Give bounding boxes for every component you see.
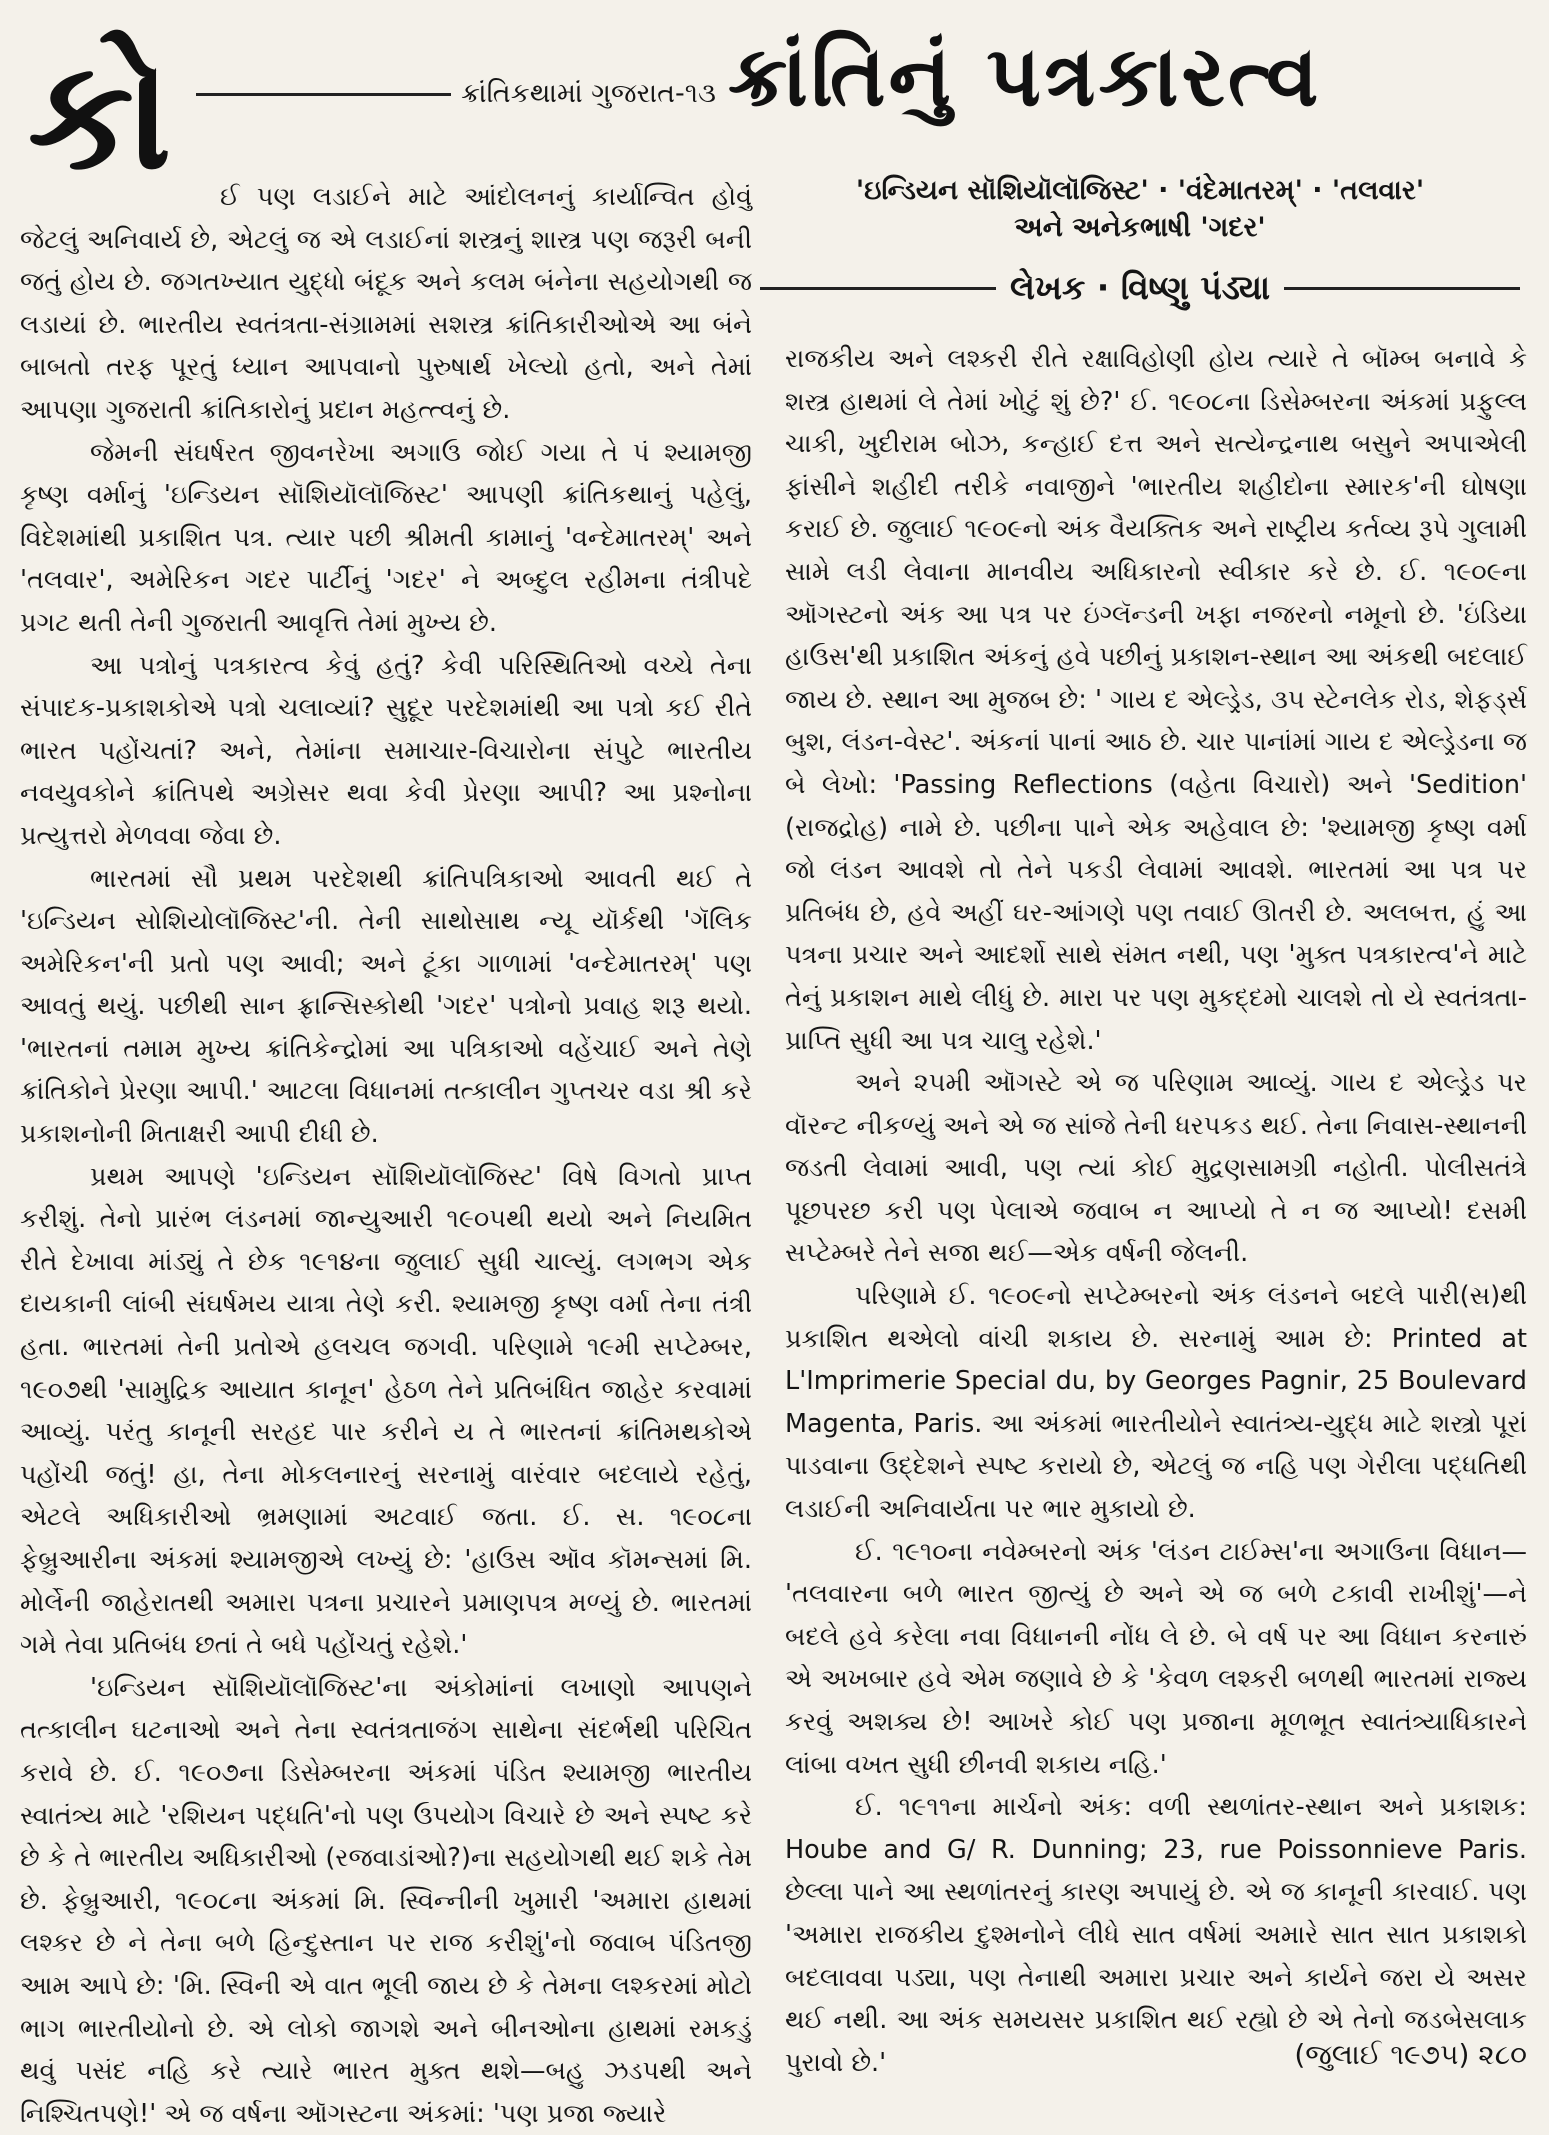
paragraph: પ્રથમ આપણે 'ઇન્ડિયન સૉશિયૉલૉજિસ્ટ' વિષે વિગતો પ્રાપ્ત કરીશું. તેનો પ્રારંભ લંડનમાં જાન્યુઆરી ૧૯૦૫થી થયો અને નિયમિત રીતે દેખાવા માંડ્યું તે છેક ૧૯૧૪ના જુલાઈ સુધી ચાલ્યું. લગભગ એક દાયકાની લાંબી સંઘર્ષમય યાત્રા તેણે કરી. શ્યામજી કૃષ્ણ વર્મા તેના તંત્રી હતા. ભારતમાં તેની પ્રતોએ હલચલ જગવી. પરિણામે ૧૯મી સપ્ટેમ્બર, ૧૯૦૭થી 'સામુદ્રિક આયાત કાનૂન' હેઠળ તેને પ્રતિબંધિત જાહેર કરવામાં આવ્યું. પરંતુ કાનૂની સરહદ પાર કરીને ય તે ભારતનાં ક્રાંતિમથકોએ પહોંચી જતું! હા, તેના મોકલનારનું સરનામું વારંવાર બદલાયે રહેતું, એટલે અધિકારીઓ ભ્રમણામાં અટવાઈ જતા. ઈ. સ. ૧૯૦૮ના ફેબ્રુઆરીના અંકમાં શ્યામજીએ લખ્યું છે: 'હાઉસ ઑવ કૉમન્સમાં મિ. મોર્લેની જાહેરાતથી અમારા પત્રના પ્રચારને પ્રમાણપત્ર મળ્યું છે. ભારતમાં ગમે તેવા પ્રતિબંધ છતાં તે બધે પહોંચતું રહેશે.': [20, 1161, 752, 1661]
kicker-rule: [196, 93, 451, 96]
paragraph: પરિણામે ઈ. ૧૯૦૯નો સપ્ટેમ્બરનો અંક લંડનને બદલે પારી(સ)થી પ્રકાશિત થએલો વાંચી શકાય છે. સરનામું આમ છે: Printed at L'Imprimerie Special du, by Georges Pagnir, 25 Boulevard Magenta, Paris. આ અંકમાં ભારતીયોને સ્વાતંત્ર્ય-યુદ્ધ માટે શસ્ત્રો પૂરાં પાડવાના ઉદ્દેશને સ્પષ્ટ કરાયો છે, એટલું જ નહિ પણ ગેરીલા પદ્ધતિથી લડાઈની અનિવાર્યતા પર ભાર મુકાયો છે.: [785, 1281, 1527, 1525]
paragraph: ઈ. ૧૯૧૧ના માર્ચનો અંક: વળી સ્થળાંતર-સ્થાન અને પ્રકાશક: Hoube and G/ R. Dunning; 23, rue Poissonnieve Paris. છેલ્લા પાને આ સ્થળાંતરનું કારણ અપાયું છે. એ જ કાનૂની કારવાઈ. પણ 'અમારા રાજકીય દુશ્મનોને લીધે સાત વર્ષમાં અમારે સાત સાત પ્રકાશકો બદલાવવા પડ્યા, પણ તેનાથી અમારા પ્રચાર અને કાર્યને જરા યે અસર થઈ નથી. આ અંક સમયસર પ્રકાશિત થઈ રહ્યો છે એ તેનો જડબેસલાક પુરાવો છે.': [785, 1792, 1527, 2078]
paragraph: ભારતમાં સૌ પ્રથમ પરદેશથી ક્રાંતિપત્રિકાઓ આવતી થઈ તે 'ઇન્ડિયન સોશિયોલૉજિસ્ટ'ની. તેની સાથોસાથ ન્યૂ યૉર્કથી 'ગૅલિક અમેરિકન'ની પ્રતો પણ આવી; અને ટૂંકા ગાળામાં 'વન્દેમાતરમ્‌' પણ આવતું થયું. પછીથી સાન ફ્રાન્સિસ્કોથી 'ગદર' પત્રોનો પ્રવાહ શરૂ થયો. 'ભારતનાં તમામ મુખ્ય ક્રાંતિકેન્દ્રોમાં આ પત્રિકાઓ વહેંચાઈ અને તેણે ક્રાંતિકોને પ્રેરણા આપી.' આટલા વિધાનમાં તત્કાલીન ગુપ્તચર વડા શ્રી કરે પ્રકાશનોની મિતાક્ષરી આપી દીધી છે.: [20, 863, 752, 1150]
paragraph: ઈ પણ લડાઈને માટે આંદોલનનું કાર્યાન્વિત હોવું જેટલું અનિવાર્ય છે, એટલું જ એ લડાઈનાં શસ્ત્રનું શાસ્ત્ર પણ જરૂરી બની જતું હોય છે. જગતખ્યાત યુદ્ધો બંદૂક અને કલમ બંનેના સહયોગથી જ લડાયાં છે. ભારતીય સ્વતંત્રતા-સંગ્રામમાં સશસ્ત્ર ક્રાંતિકારીઓએ આ બંને બાબતો તરફ પૂરતું ધ્યાન આપવાનો પુરુષાર્થ ખેલ્યો હતો, અને તેમાં આપણા ગુજરાતી ક્રાંતિકારોનું પ્રદાન મહત્ત્વનું છે.: [20, 182, 752, 425]
subtitle-line-1: 'ઇન્ડિયન સૉશિયૉલૉજિસ્ટ' · 'વંદેમાતરમ્‌' · 'તલવાર': [855, 175, 1425, 206]
article-title: ક્રાંતિનું પત્રકારત્વ: [728, 27, 1322, 125]
paragraph: જેમની સંઘર્ષરત જીવનરેખા અગાઉ જોઈ ગયા તે પં શ્યામજી કૃષ્ણ વર્માનું 'ઇન્ડિયન સૉશિયૉલૉજિસ્ટ' આપણી ક્રાંતિકથાનું પહેલું, વિદેશમાંથી પ્રકાશિત પત્ર. ત્યાર પછી શ્રીમતી કામાનું 'વન્દેમાતરમ્‌' અને 'તલવાર', અમેરિકન ગદર પાર્ટીનું 'ગદર' ને અબ્દુલ રહીમના તંત્રીપદે પ્રગટ થતી તેની ગુજરાતી આવૃત્તિ તેમાં મુખ્ય છે.: [20, 437, 752, 638]
subtitle-line-2: અને અનેકભાષી 'ગદર': [1014, 212, 1266, 244]
series-label: ક્રાંતિકથામાં ગુજરાત-૧૩: [460, 78, 716, 109]
paragraph: આ પત્રોનું પત્રકારત્વ કેવું હતું? કેવી પરિસ્થિતિઓ વચ્ચે તેના સંપાદક-પ્રકાશકોએ પત્રો ચલાવ્યાં? સુદૂર પરદેશમાંથી આ પત્રો કઈ રીતે ભારત પહોંચતાં? અને, તેમાંના સમાચાર-વિચારોના સંપુટે ભારતીય નવયુવકોને ક્રાંતિપથે અગ્રેસર થવા કેવી પ્રેરણા આપી? આ પ્રશ્નોના પ્રત્યુત્તરો મેળવવા જેવા છે.: [20, 650, 752, 851]
paragraph: 'ઇન્ડિયન સૉશિયૉલૉજિસ્ટ'ના અંકોમાંનાં લખાણો આપણને તત્કાલીન ઘટનાઓ અને તેના સ્વતંત્રતાજંગ સાથેના સંદર્ભથી પરિચિત કરાવે છે. ઈ. ૧૯૦૭ના ડિસેમ્બરના અંકમાં પંડિત શ્યામજી ભારતીય સ્વાતંત્ર્ય માટે 'રશિયન પદ્ધતિ'નો પણ ઉપયોગ વિચારે છે અને સ્પષ્ટ કરે છે કે તે ભારતીય અધિકારીઓ (રજવાડાંઓ?)ના સહયોગથી થઈ શકે તેમ છે. ફેબ્રુઆરી, ૧૯૦૮ના અંકમાં મિ. સ્વિન્નીની ખુમારી 'અમારા હાથમાં લશ્કર છે ને તેના બળે હિન્દુસ્તાન પર રાજ કરીશું'નો જવાબ પંડિતજી આમ આપે છે: 'મિ. સ્વિની એ વાત ભૂલી જાય છે કે તેમના લશ્કરમાં મોટો ભાગ ભારતીયોનો છે. એ લોકો જાગશે અને બીનઓના હાથમાં રમકડું થવું પસંદ નહિ કરે ત્યારે ભારત મુક્ત થશે—બહુ ઝડપથી અને નિશ્ચિતપણે!' એ જ વર્ષના ઑગસ્ટના અંકમાં: 'પણ પ્રજા જ્યારે: [20, 1672, 752, 2129]
article-subtitle: [760, 172, 1520, 247]
byline-rule-right: [1284, 287, 1520, 290]
byline: [760, 268, 1520, 308]
paragraph: અને ૨૫મી ઑગસ્ટે એ જ પરિણામ આવ્યું. ગાય દ એલ્ડ્રેડ પર વૉરન્ટ નીકળ્યું અને એ જ સાંજે તેની ધરપકડ થઈ. તેના નિવાસ-સ્થાનની જડતી લેવામાં આવી, પણ ત્યાં કોઈ મુદ્રણસામગ્રી નહોતી. પોલીસતંત્રે પૂછપરછ કરી પણ પેલાએ જવાબ ન આપ્યો તે ન જ આપ્યો! દસમી સપ્ટેમ્બરે તેને સજા થઈ—એક વર્ષની જેલની.: [785, 1068, 1527, 1269]
series-kicker: [196, 78, 716, 110]
paragraph: ઈ. ૧૯૧૦ના નવેમ્બરનો અંક 'લંડન ટાઈમ્સ'ના અગાઉના વિધાન— 'તલવારના બળે ભારત જીત્યું છે અને એ જ બળે ટકાવી રાખીશું'—ને બદલે હવે કરેલા નવા વિધાનની નોંધ લે છે. બે વર્ષ પર આ વિધાન કરનારું એ અખબાર હવે એમ જણાવે છે કે 'કેવળ લશ્કરી બળથી ભારતમાં રાજ્ય કરવું અશક્ય છે! આખરે કોઈ પણ પ્રજાના મૂળભૂત સ્વાતંત્ર્યાધિકારને લાંબા વખત સુધી છીનવી શકાય નહિ.': [785, 1536, 1527, 1780]
author-credit: લેખક · વિષ્ણુ પંડ્યા: [1009, 268, 1271, 307]
right-column: [785, 338, 1527, 2084]
byline-rule-left: [760, 287, 996, 290]
page-number-footer: (જુલાઈ ૧૯૭૫) ૨૮૦: [1294, 2038, 1527, 2071]
paragraph: રાજકીય અને લશ્કરી રીતે રક્ષાવિહોણી હોય ત્યારે તે બૉમ્બ બનાવે કે શસ્ત્ર હાથમાં લે તેમાં ખોટું શું છે?' ઈ. ૧૯૦૮ના ડિસેમ્બરના અંકમાં પ્રફુલ્લ ચાકી, ખુદીરામ બોઝ, કન્હાઈ દત્ત અને સત્યેન્દ્રનાથ બસુને અપાએલી ફાંસીને શહીદી તરીકે નવાજીને 'ભારતીય શહીદોના સ્મારક'ની ઘોષણા કરાઈ છે. જુલાઈ ૧૯૦૯નો અંક વૈયક્તિક અને રાષ્ટ્રીય કર્તવ્ય રૂપે ગુલામી સામે લડી લેવાના માનવીય અધિકારનો સ્વીકાર કરે છે. ઈ. ૧૯૦૯ના ઑગસ્ટનો અંક આ પત્ર પર ઇંગ્લૅન્ડની ખફા નજરનો નમૂનો છે. 'ઇંડિયા હાઉસ'થી પ્રકાશિત અંકનું હવે પછીનું પ્રકાશન-સ્થાન આ અંકથી બદલાઈ જાય છે. સ્થાન આ મુજબ છે: ' ગાય દ એલ્ડ્રેડ, ૩૫ સ્ટેનલેક રોડ, શેફર્ડ્સ બુશ, લંડન-વેસ્ટ'. અંકનાં પાનાં આઠ છે. ચાર પાનાંમાં ગાય દ એલ્ડ્રેડના જ બે લેખો: 'Passing Reflections (વહેતા વિચારો) અને 'Sedition' (રાજદ્રોહ) નામે છે. પછીના પાને એક અહેવાલ છે: 'શ્યામજી કૃષ્ણ વર્મા જો લંડન આવશે તો તેને પકડી લેવામાં આવશે. ભારતમાં આ પત્ર પર પ્રતિબંધ છે, હવે અહીં ઘર-આંગણે પણ તવાઈ ઊતરી છે. અલબત્ત, હું આ પત્રના પ્રચાર અને આદર્શો સાથે સંમત નથી, પણ 'મુક્ત પત્રકારત્વ'ને માટે તેનું પ્રકાશન માથે લીધું છે. મારા પર પણ મુકદ્દમો ચાલશે તો યે સ્વતંત્રતા-પ્રાપ્તિ સુધી આ પત્ર ચાલુ રહેશે.': [785, 344, 1527, 1056]
left-column: [20, 176, 752, 2135]
drop-cap: કો: [28, 27, 172, 203]
